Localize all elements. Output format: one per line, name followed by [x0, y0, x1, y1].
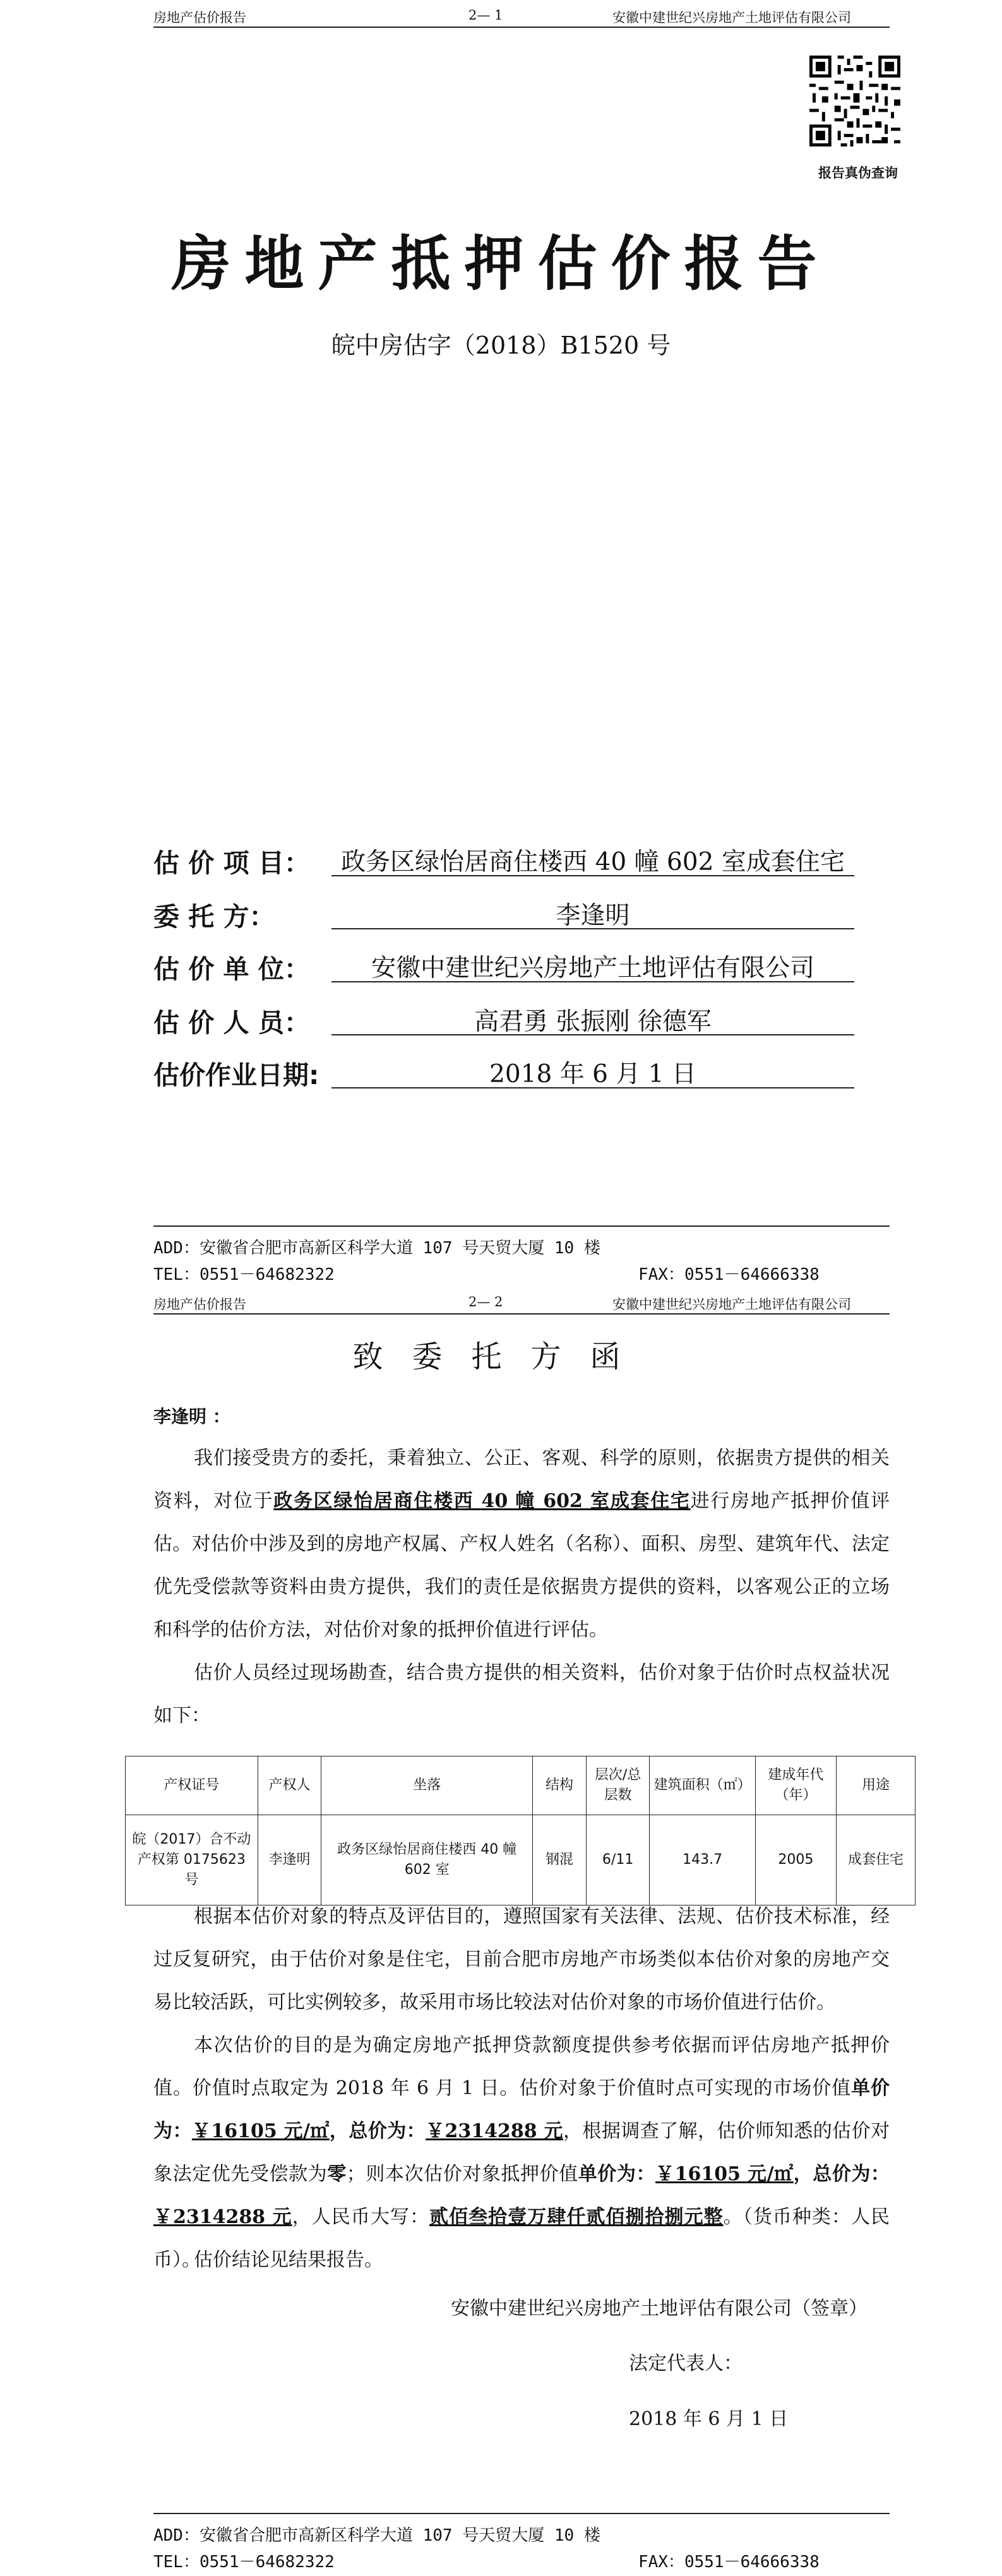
p4-text-o: 。（货币种类：人民币）。	[153, 2206, 890, 2271]
page1-header-rule	[153, 27, 890, 28]
page1-header-company: 安徽中建世纪兴房地产土地评估有限公司	[612, 10, 851, 25]
info-underline	[331, 875, 854, 876]
info-label-appraisers: 估 价 人 员：	[153, 1008, 310, 1038]
signature-company: 安徽中建世纪兴房地产土地评估有限公司（签章）	[451, 2298, 868, 2320]
table-header-cell: 建成年代（年）	[755, 1756, 836, 1815]
p4-priority-amount: 零	[327, 2163, 347, 2185]
table-header-cell: 产权证号	[126, 1756, 258, 1815]
p4-amount-in-words: 贰佰叁拾壹万肆仟贰佰捌拾捌元整	[429, 2206, 724, 2228]
p4-text-f: ，根据调查了解，估价师知悉的估价对象法定优先受偿款为	[153, 2120, 890, 2185]
table-header-cell: 用途	[836, 1756, 915, 1815]
page1-footer-address: ADD：安徽省合肥市高新区科学大道 107 号天贸大厦 10 楼	[153, 1239, 600, 1258]
table-cell: 钢混	[533, 1815, 587, 1905]
table-cell: 成套住宅	[836, 1815, 915, 1905]
letter-title: 致委托方函	[352, 1339, 650, 1374]
info-underline	[331, 981, 854, 982]
p4-mortgage-unit-label: 单价为：	[578, 2163, 656, 2185]
p1-text-c: 进行房地产抵押价值评估。对估价中涉及到的房地产权属、产权人姓名（名称）、面积、房型、建筑年代、法定优先受偿款等资料由贵方提供，我们的责任是依据贵方提供的资料，以客观公正的立场和科学的估价方法，对估价对象的抵押价值进行评估。	[153, 1490, 890, 1641]
p4-text-m: ，人民币大写：	[292, 2206, 430, 2228]
page1-header-page-number: 2— 1	[468, 8, 503, 23]
letter-paragraph-5	[153, 2239, 890, 2282]
p4-mortgage-total-label: ，总价为：	[793, 2163, 890, 2185]
qr-caption: 报告真伪查询	[818, 165, 898, 181]
table-cell: 2005	[755, 1815, 836, 1905]
letter-salutation: 李逢明 ：	[153, 1406, 230, 1427]
info-value-appraisers: 高君勇 张振刚 徐德军	[474, 1008, 712, 1036]
page1-footer-tel: TEL：0551－64682322	[153, 1265, 335, 1284]
table-header-cell: 层次/总层数	[586, 1756, 650, 1815]
page1-header-left: 房地产估价报告	[153, 10, 246, 25]
table-cell: 6/11	[586, 1815, 650, 1905]
p3-text: 根据本估价对象的特点及评估目的，遵照国家有关法律、法规、估价技术标准，经过反复研究，由于估价对象是住宅，目前合肥市房地产市场类似本估价对象的房地产交易比较活跃，可比实例较多，故采用市场比较法对估价对象的市场价值进行估价。	[153, 1905, 890, 2013]
info-value-appraiser-firm: 安徽中建世纪兴房地产土地评估有限公司	[371, 954, 814, 982]
table-header-cell: 结构	[533, 1756, 587, 1815]
table-header-row	[126, 1756, 916, 1815]
info-label-work-date: 估价作业日期:	[153, 1060, 319, 1090]
info-label-project: 估 价 项 目：	[153, 848, 310, 878]
table-cell: 皖（2017）合不动产权第 0175623 号	[126, 1815, 258, 1905]
table-header-cell: 建筑面积（㎡）	[650, 1756, 755, 1815]
p4-text-h: ；则本次估价对象抵押价值	[346, 2163, 578, 2185]
page2-footer-tel: TEL：0551－64682322	[153, 2553, 335, 2572]
info-label-client: 委 托 方：	[153, 902, 275, 932]
table-row	[126, 1815, 916, 1905]
p4-mortgage-total-price: ￥2314288 元	[153, 2206, 292, 2228]
p1-text-a: 我们接受贵方的委托，秉着独立、公正、客观、科学的原则，依据贵方提供的相关资料，对位于	[153, 1447, 890, 1512]
p4-unit-price-label: 单价为：	[153, 2077, 890, 2142]
p1-property-address: 政务区绿怡居商住楼西 40 幢 602 室成套住宅	[273, 1490, 691, 1512]
info-underline	[331, 928, 854, 929]
info-value-work-date: 2018 年 6 月 1 日	[489, 1060, 696, 1088]
p4-market-unit-price: ￥16105 元/㎡	[191, 2120, 330, 2142]
qr-code-icon[interactable]	[809, 56, 900, 146]
page2-footer-rule	[153, 2513, 890, 2514]
page2-header-left: 房地产估价报告	[153, 1297, 246, 1312]
signature-representative: 法定代表人：	[629, 2352, 743, 2375]
info-underline	[331, 1034, 854, 1035]
p4-mortgage-unit-price: ￥16105 元/㎡	[655, 2163, 794, 2185]
signature-date: 2018 年 6 月 1 日	[629, 2408, 789, 2430]
report-number: 皖中房估字（2018）B1520 号	[331, 331, 671, 359]
p4-text-a: 本次估价的目的是为确定房地产抵押贷款额度提供参考依据而评估房地产抵押价值。价值时点取定为 2018 年 6 月 1 日。估价对象于价值时点可实现的市场价值	[153, 2034, 890, 2099]
table-header-cell: 产权人	[258, 1756, 321, 1815]
p4-total-price-label: ，总价为：	[329, 2120, 426, 2142]
page2-footer-address: ADD：安徽省合肥市高新区科学大道 107 号天贸大厦 10 楼	[153, 2526, 600, 2545]
letter-paragraph-1	[153, 1437, 890, 1652]
page1-footer-fax: FAX：0551－64666338	[638, 1265, 820, 1284]
table-cell: 李逢明	[258, 1815, 321, 1905]
page2-header-company: 安徽中建世纪兴房地产土地评估有限公司	[612, 1297, 851, 1312]
table-cell: 143.7	[650, 1815, 755, 1905]
p5-text: 估价结论见结果报告。	[194, 2249, 383, 2271]
table-cell: 政务区绿怡居商住楼西 40 幢 602 室	[321, 1815, 533, 1905]
letter-paragraph-3	[153, 1895, 890, 2024]
page2-header-rule	[153, 1313, 890, 1315]
info-label-appraiser-firm: 估 价 单 位：	[153, 954, 310, 984]
page2-header-page-number: 2— 2	[468, 1294, 503, 1309]
page2-footer-fax: FAX：0551－64666338	[638, 2553, 820, 2572]
property-table	[125, 1756, 916, 1905]
table-header-cell: 坐落	[321, 1756, 533, 1815]
page1-footer-rule	[153, 1225, 890, 1227]
p4-market-total-price: ￥2314288 元	[426, 2120, 563, 2142]
info-value-project: 政务区绿怡居商住楼西 40 幢 602 室成套住宅	[341, 848, 845, 876]
info-underline	[331, 1087, 854, 1088]
info-value-client: 李逢明	[556, 902, 630, 930]
p2-text: 估价人员经过现场勘查，结合贵方提供的相关资料，估价对象于估价时点权益状况如下：	[153, 1662, 890, 1727]
letter-paragraph-2	[153, 1652, 890, 1738]
report-title: 房地产抵押估价报告	[171, 230, 831, 299]
